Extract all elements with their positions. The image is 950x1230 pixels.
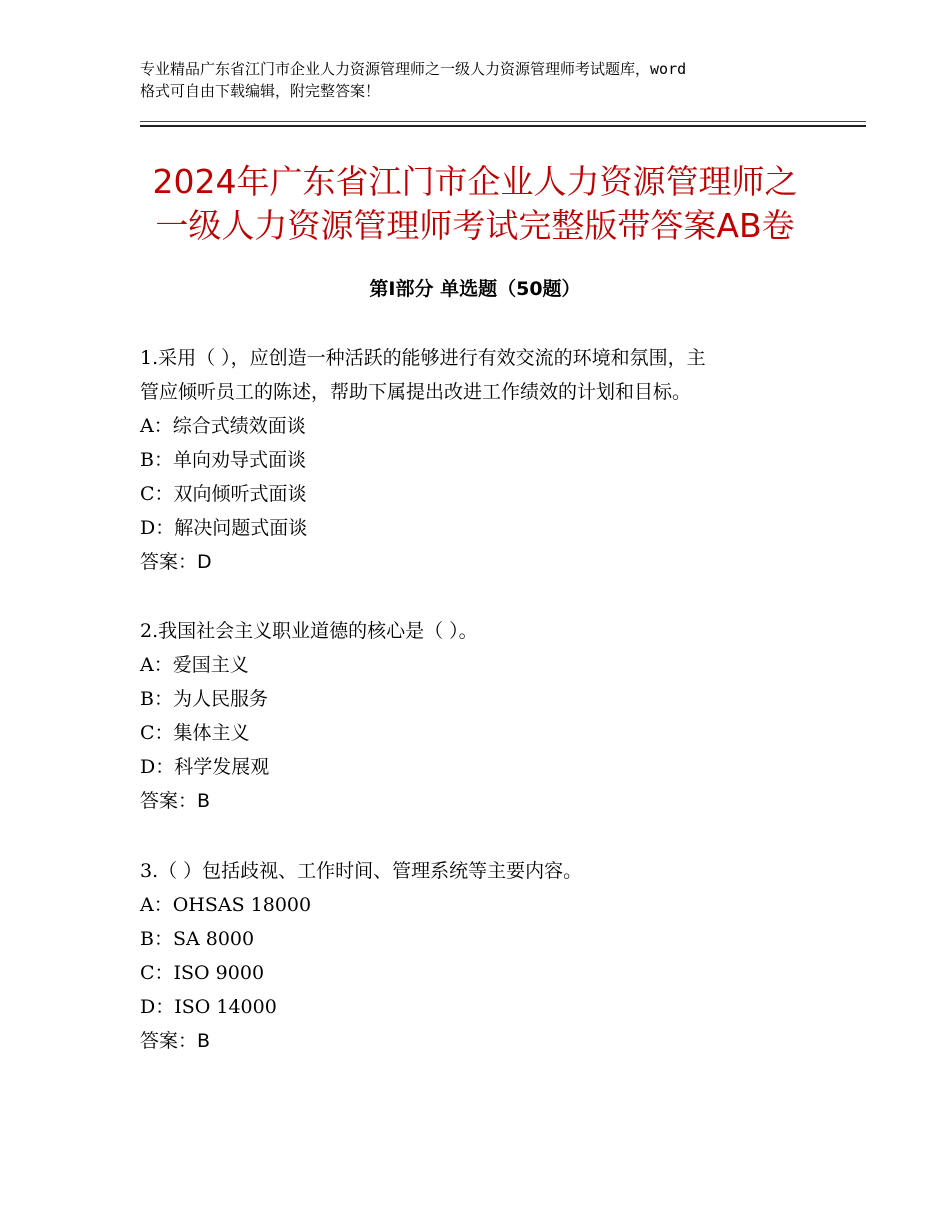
document-title bbox=[0, 160, 950, 248]
question-2-option-c: C：集体主义 bbox=[140, 722, 250, 744]
question-1-option-b: B：单向劝导式面谈 bbox=[140, 449, 306, 471]
document-title-line-2: 一级人力资源管理师考试完整版带答案AB卷 bbox=[155, 206, 795, 245]
question-1-option-a: A：综合式绩效面谈 bbox=[140, 415, 306, 437]
question-1-stem-line-1: 1.采用（ ），应创造一种活跃的能够进行有效交流的环境和氛围，主 bbox=[140, 347, 706, 369]
question-3-option-b: B：SA 8000 bbox=[140, 928, 255, 950]
header-note-line-2: 格式可自由下载编辑，附完整答案！ bbox=[140, 82, 381, 100]
question-2 bbox=[140, 614, 830, 818]
question-3-option-c: C：ISO 9000 bbox=[140, 962, 265, 984]
question-2-answer: 答案：B bbox=[140, 790, 211, 812]
question-1-answer: 答案：D bbox=[140, 551, 212, 573]
question-2-option-b: B：为人民服务 bbox=[140, 688, 268, 710]
document-title-line-1: 2024年广东省江门市企业人力资源管理师之 bbox=[152, 162, 798, 201]
question-3-answer: 答案：B bbox=[140, 1030, 211, 1052]
question-2-option-d: D：科学发展观 bbox=[140, 756, 270, 778]
header-note bbox=[140, 58, 830, 102]
section-title: 第Ⅰ部分 单选题（50题） bbox=[369, 278, 581, 300]
header-note-line-1: 专业精品广东省江门市企业人力资源管理师之一级人力资源管理师考试题库，word bbox=[140, 60, 687, 78]
question-3-stem-line-1: 3.（ ）包括歧视、工作时间、管理系统等主要内容。 bbox=[140, 860, 583, 882]
question-1-stem-line-2: 管应倾听员工的陈述，帮助下属提出改进工作绩效的计划和目标。 bbox=[140, 381, 692, 403]
question-2-stem-line-1: 2.我国社会主义职业道德的核心是（ ）。 bbox=[140, 620, 478, 642]
question-1-option-d: D：解决问题式面谈 bbox=[140, 517, 308, 539]
question-1-option-c: C：双向倾听式面谈 bbox=[140, 483, 307, 505]
question-3-option-a: A：OHSAS 18000 bbox=[140, 894, 312, 916]
question-1 bbox=[140, 341, 830, 579]
question-2-option-a: A：爱国主义 bbox=[140, 654, 249, 676]
question-3 bbox=[140, 854, 830, 1058]
header-divider-thin bbox=[140, 121, 866, 122]
question-3-option-d: D：ISO 14000 bbox=[140, 996, 277, 1018]
header-divider-thick bbox=[140, 125, 866, 127]
